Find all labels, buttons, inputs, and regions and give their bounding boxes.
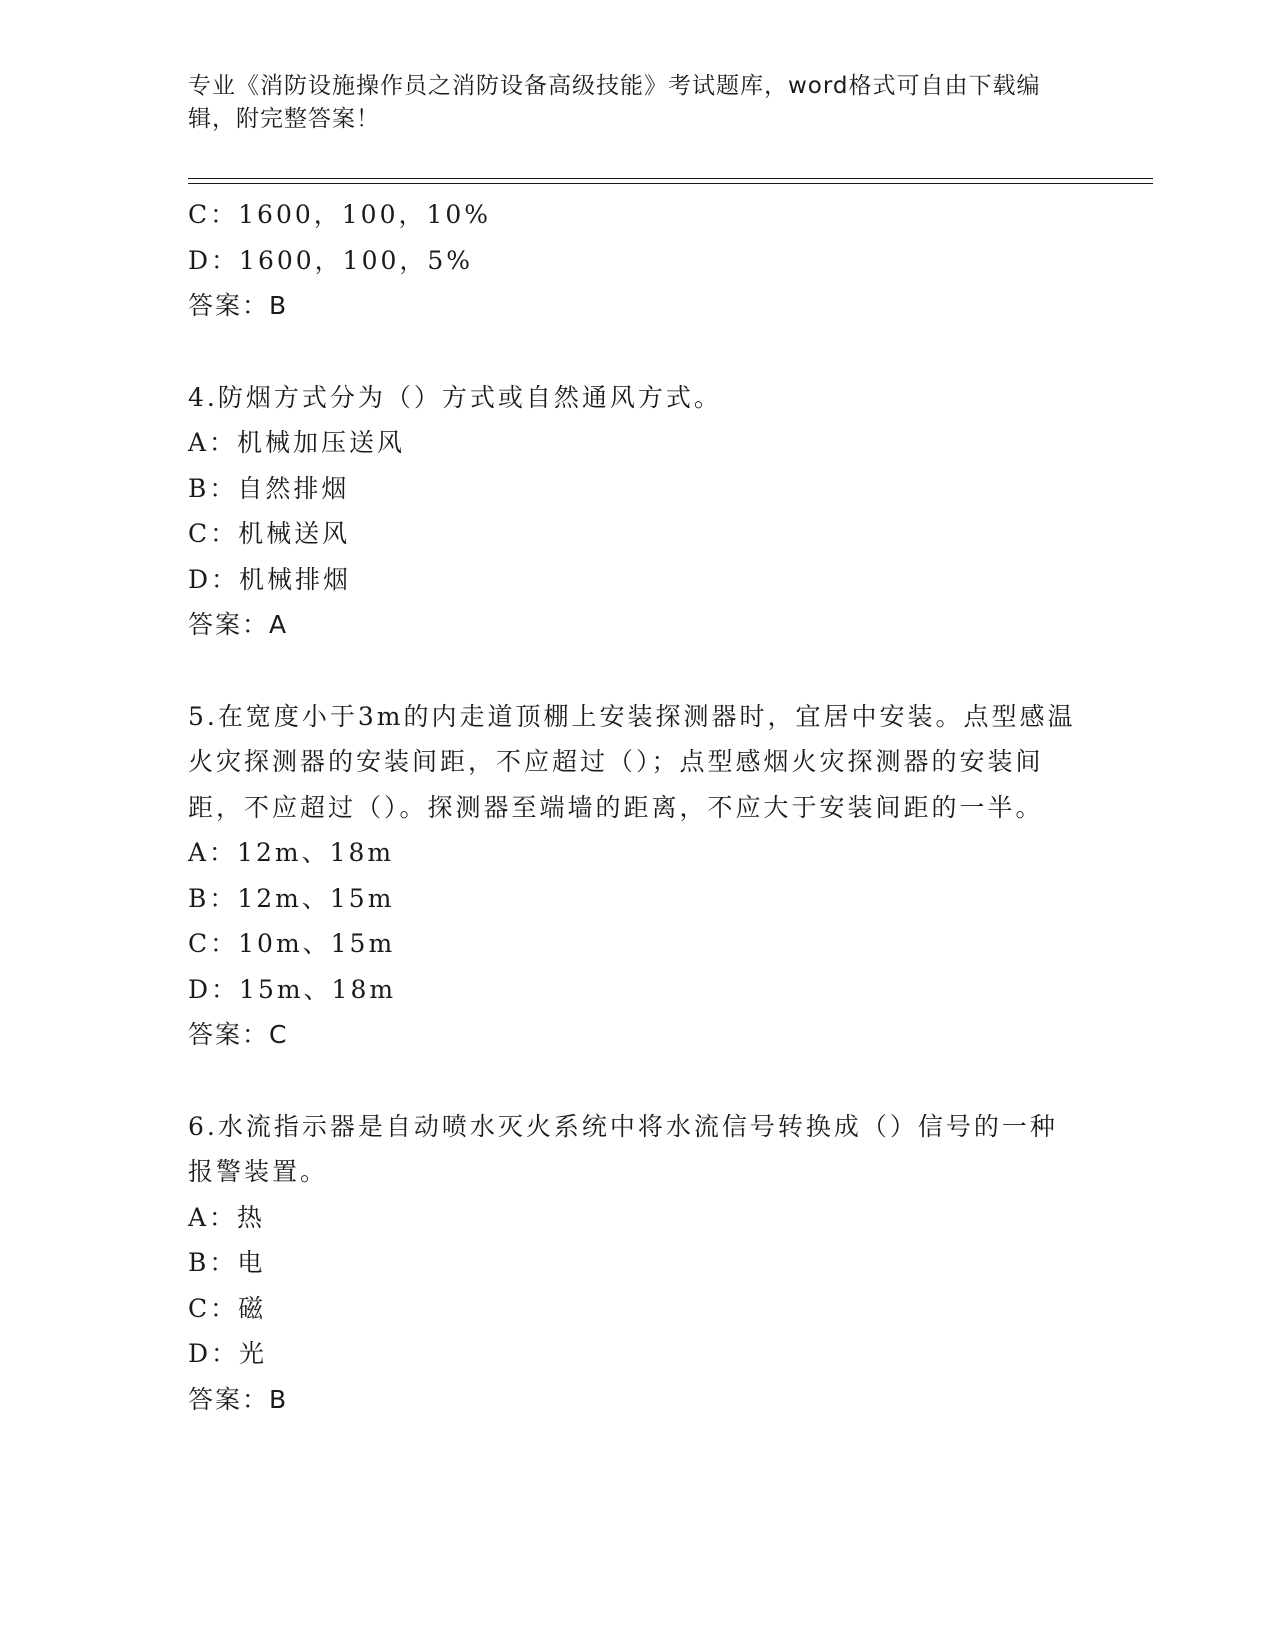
answer: 答案：B bbox=[188, 1384, 289, 1414]
option-a: A：12m、18m bbox=[188, 838, 395, 867]
question-4 bbox=[188, 375, 1088, 648]
option-b: B：自然排烟 bbox=[188, 473, 350, 503]
option-a: A：机械加压送风 bbox=[188, 428, 406, 457]
document-header: 专业《消防设施操作员之消防设备高级技能》考试题库，word格式可自由下载编辑，附完整答案！ bbox=[188, 73, 1041, 132]
question-text: 6.水流指示器是自动喷水灭火系统中将水流信号转换成（）信号的一种报警装置。 bbox=[188, 1111, 1058, 1186]
option-c: C：1600，100，10% bbox=[188, 200, 492, 229]
question-text: 4.防烟方式分为（）方式或自然通风方式。 bbox=[188, 382, 722, 412]
option-a: A：热 bbox=[188, 1202, 266, 1232]
question-text: 5.在宽度小于3m的内走道顶棚上安装探测器时，宜居中安装。点型感温火灾探测器的安装间距，不应超过（）；点型感烟火灾探测器的安装间距，不应超过（）。探测器至端墙的距离，不应大于安装间距的一半。 bbox=[188, 701, 1076, 822]
option-b: B：电 bbox=[188, 1248, 266, 1277]
header-divider-top bbox=[188, 178, 1153, 179]
question-6 bbox=[188, 1104, 1088, 1423]
option-b: B：12m、15m bbox=[188, 883, 395, 913]
question-5 bbox=[188, 694, 1088, 1058]
header-divider-bottom bbox=[188, 183, 1153, 184]
option-d: D：15m、18m bbox=[188, 974, 397, 1004]
option-c: C：10m、15m bbox=[188, 929, 396, 958]
answer: 答案：B bbox=[188, 291, 289, 320]
option-d: D：1600，100，5% bbox=[188, 245, 474, 275]
carryover-question bbox=[188, 192, 1088, 329]
option-d: D：机械排烟 bbox=[188, 564, 352, 594]
answer: 答案：A bbox=[188, 610, 289, 639]
question-content bbox=[188, 192, 1088, 1422]
option-c: C：磁 bbox=[188, 1293, 267, 1323]
option-c: C：机械送风 bbox=[188, 519, 351, 548]
option-d: D：光 bbox=[188, 1339, 268, 1368]
answer: 答案：C bbox=[188, 1020, 289, 1049]
